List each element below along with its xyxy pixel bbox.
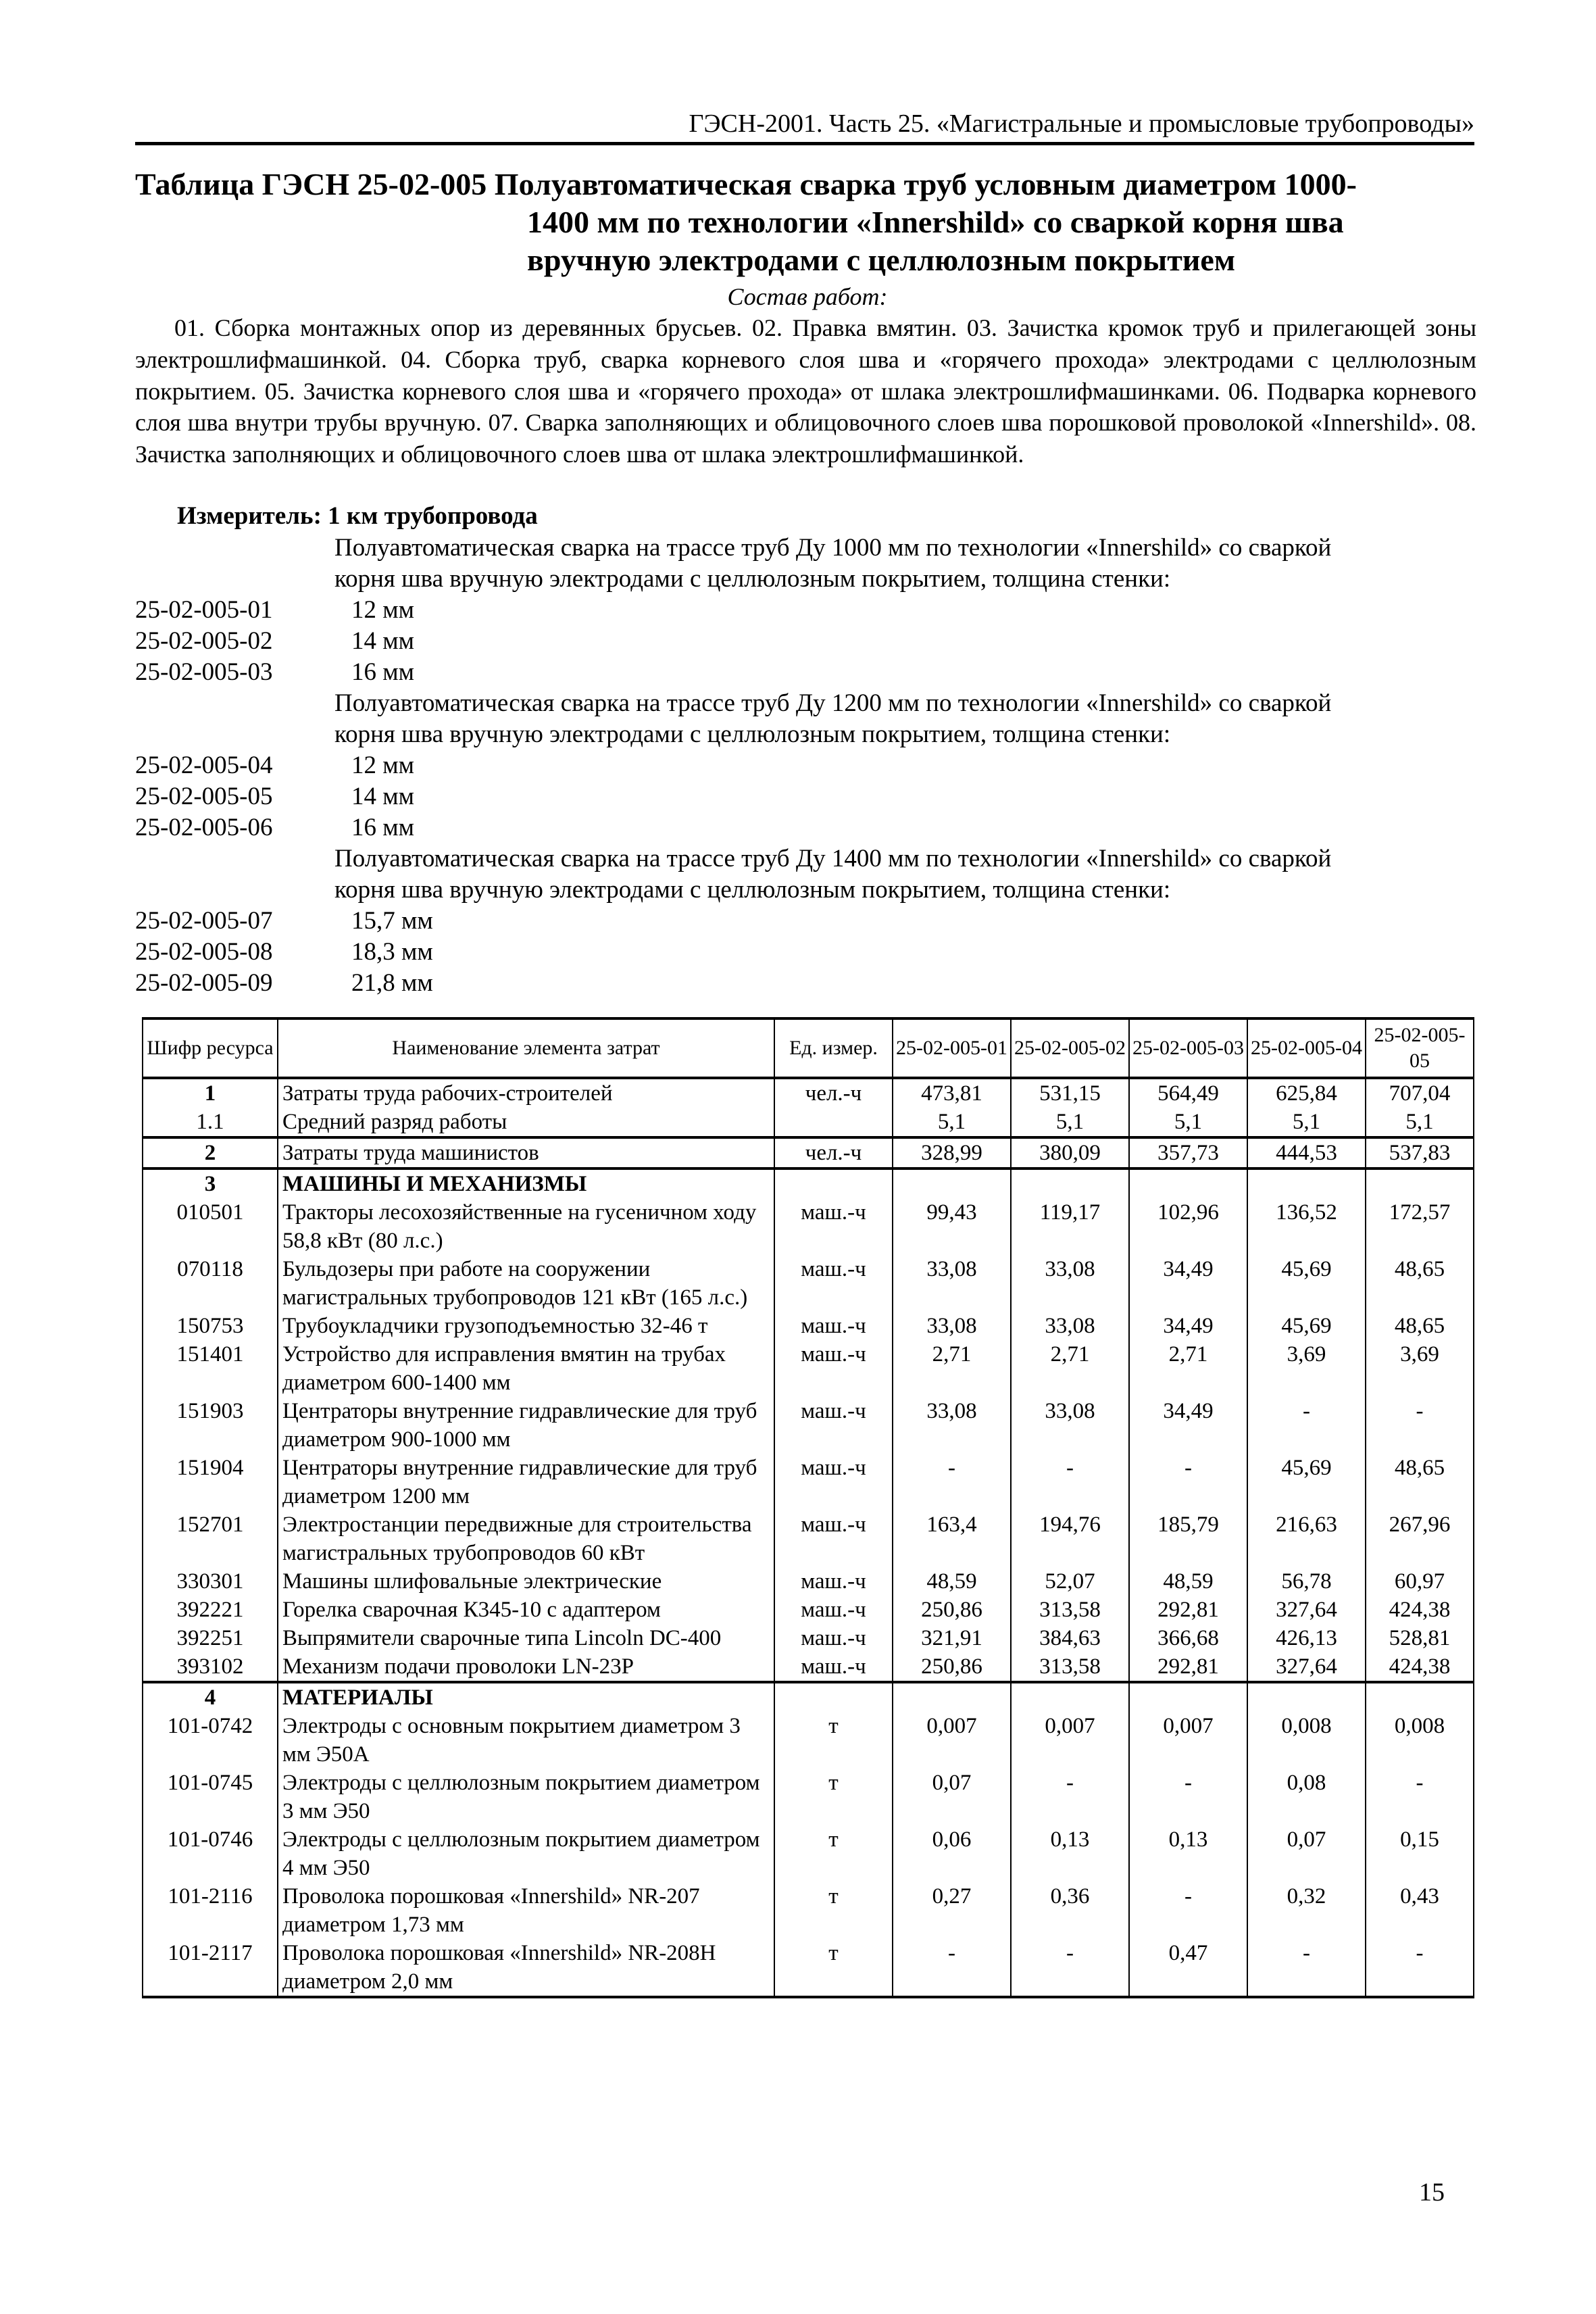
section-title-row xyxy=(143,1168,1474,1198)
cost-item-name: Горелка сварочная К345-10 с адаптером xyxy=(278,1596,774,1624)
value-col-1: 0,06 xyxy=(893,1825,1011,1882)
cost-item-name: Электроды с целлюлозным покрытием диаметром 3 мм Э50 xyxy=(278,1769,774,1825)
cost-item-name: МАШИНЫ И МЕХАНИЗМЫ xyxy=(278,1168,774,1198)
variant-list xyxy=(135,533,1480,999)
unit: маш.-ч xyxy=(774,1454,893,1510)
variant-value: 18,3 мм xyxy=(351,938,433,966)
value-col-4: 0,008 xyxy=(1247,1712,1366,1769)
value-col-4 xyxy=(1247,1682,1366,1712)
value-col-5: 0,15 xyxy=(1366,1825,1474,1882)
value-col-4: 327,64 xyxy=(1247,1652,1366,1682)
unit: маш.-ч xyxy=(774,1397,893,1454)
variant-item xyxy=(135,812,1480,843)
value-col-1: 163,4 xyxy=(893,1510,1011,1567)
table-row xyxy=(143,1397,1474,1454)
value-col-3: - xyxy=(1129,1882,1247,1939)
value-col-5: 528,81 xyxy=(1366,1624,1474,1652)
table-row xyxy=(143,1078,1474,1108)
unit xyxy=(774,1108,893,1137)
value-col-3: 185,79 xyxy=(1129,1510,1247,1567)
value-col-4 xyxy=(1247,1168,1366,1198)
resource-code: 392221 xyxy=(143,1596,278,1624)
header-col-2: 25-02-005-02 xyxy=(1011,1018,1129,1078)
variant-code: 25-02-005-05 xyxy=(135,783,273,810)
value-col-4: 444,53 xyxy=(1247,1137,1366,1168)
cost-item-name: Затраты труда рабочих-строителей xyxy=(278,1078,774,1108)
value-col-3: 5,1 xyxy=(1129,1108,1247,1137)
value-col-2: 5,1 xyxy=(1011,1108,1129,1137)
value-col-1: - xyxy=(893,1939,1011,1997)
value-col-2: 380,09 xyxy=(1011,1137,1129,1168)
value-col-5: 172,57 xyxy=(1366,1198,1474,1255)
value-col-4: 5,1 xyxy=(1247,1108,1366,1137)
variant-value: 15,7 мм xyxy=(351,907,433,935)
value-col-5: - xyxy=(1366,1769,1474,1825)
value-col-5: 60,97 xyxy=(1366,1567,1474,1596)
value-col-5: 48,65 xyxy=(1366,1312,1474,1340)
value-col-1: 5,1 xyxy=(893,1108,1011,1137)
value-col-3: 0,13 xyxy=(1129,1825,1247,1882)
value-col-3: 292,81 xyxy=(1129,1596,1247,1624)
value-col-4: - xyxy=(1247,1939,1366,1997)
resource-code: 101-0742 xyxy=(143,1712,278,1769)
table-row xyxy=(143,1198,1474,1255)
unit xyxy=(774,1168,893,1198)
value-col-5: - xyxy=(1366,1397,1474,1454)
cost-item-name: Затраты труда машинистов xyxy=(278,1137,774,1168)
variant-code: 25-02-005-06 xyxy=(135,814,273,841)
resource-code: 3 xyxy=(143,1168,278,1198)
table-row xyxy=(143,1939,1474,1997)
value-col-4: 0,08 xyxy=(1247,1769,1366,1825)
value-col-1: 2,71 xyxy=(893,1340,1011,1397)
cost-item-name: Центраторы внутренние гидравлические для труб диаметром 900-1000 мм xyxy=(278,1397,774,1454)
unit: т xyxy=(774,1769,893,1825)
value-col-1: 328,99 xyxy=(893,1137,1011,1168)
value-col-3: 292,81 xyxy=(1129,1652,1247,1682)
table-row xyxy=(143,1825,1474,1882)
value-col-1: - xyxy=(893,1454,1011,1510)
value-col-1: 250,86 xyxy=(893,1596,1011,1624)
cost-item-name: Машины шлифовальные электрические xyxy=(278,1567,774,1596)
table-row xyxy=(143,1652,1474,1682)
value-col-2: - xyxy=(1011,1454,1129,1510)
table-row xyxy=(143,1312,1474,1340)
resource-code: 393102 xyxy=(143,1652,278,1682)
value-col-5: 267,96 xyxy=(1366,1510,1474,1567)
variant-item xyxy=(135,781,1480,812)
variant-group xyxy=(135,843,1480,999)
value-col-3: - xyxy=(1129,1454,1247,1510)
unit: маш.-ч xyxy=(774,1567,893,1596)
unit: маш.-ч xyxy=(774,1624,893,1652)
unit: маш.-ч xyxy=(774,1596,893,1624)
table-row xyxy=(143,1624,1474,1652)
cost-item-name: Электроды с основным покрытием диаметром 3 мм Э50А xyxy=(278,1712,774,1769)
variant-value: 14 мм xyxy=(351,627,415,655)
variant-group xyxy=(135,688,1480,843)
value-col-5: 0,43 xyxy=(1366,1882,1474,1939)
table-row xyxy=(143,1769,1474,1825)
value-col-4: 426,13 xyxy=(1247,1624,1366,1652)
resource-code: 101-2117 xyxy=(143,1939,278,1997)
resource-code: 151401 xyxy=(143,1340,278,1397)
value-col-4: 0,32 xyxy=(1247,1882,1366,1939)
value-col-5: 3,69 xyxy=(1366,1340,1474,1397)
value-col-2 xyxy=(1011,1682,1129,1712)
variant-item xyxy=(135,626,1480,657)
resource-code: 330301 xyxy=(143,1567,278,1596)
cost-item-name: МАТЕРИАЛЫ xyxy=(278,1682,774,1712)
variant-code: 25-02-005-04 xyxy=(135,752,273,779)
resource-code: 4 xyxy=(143,1682,278,1712)
value-col-2: 52,07 xyxy=(1011,1567,1129,1596)
running-header: ГЭСН-2001. Часть 25. «Магистральные и промысловые трубопроводы» xyxy=(689,109,1474,138)
header-col-5: 25-02-005-05 xyxy=(1366,1018,1474,1078)
resource-code: 150753 xyxy=(143,1312,278,1340)
value-col-1 xyxy=(893,1168,1011,1198)
unit xyxy=(774,1682,893,1712)
value-col-2: 0,13 xyxy=(1011,1825,1129,1882)
variant-value: 16 мм xyxy=(351,658,415,686)
value-col-5: 0,008 xyxy=(1366,1712,1474,1769)
value-col-4: 45,69 xyxy=(1247,1312,1366,1340)
table-row xyxy=(143,1137,1474,1168)
value-col-3: 34,49 xyxy=(1129,1397,1247,1454)
table-row xyxy=(143,1255,1474,1312)
unit: т xyxy=(774,1882,893,1939)
value-col-1: 473,81 xyxy=(893,1078,1011,1108)
value-col-2: - xyxy=(1011,1939,1129,1997)
variant-item xyxy=(135,657,1480,688)
resource-code: 101-0746 xyxy=(143,1825,278,1882)
value-col-2: 531,15 xyxy=(1011,1078,1129,1108)
value-col-4: 327,64 xyxy=(1247,1596,1366,1624)
variant-value: 14 мм xyxy=(351,783,415,810)
value-col-5 xyxy=(1366,1682,1474,1712)
table-row xyxy=(143,1882,1474,1939)
cost-item-name: Выпрямители сварочные типа Lincoln DC-400 xyxy=(278,1624,774,1652)
value-col-1: 99,43 xyxy=(893,1198,1011,1255)
unit: чел.-ч xyxy=(774,1078,893,1108)
table-row xyxy=(143,1567,1474,1596)
value-col-3: 2,71 xyxy=(1129,1340,1247,1397)
value-col-4: 45,69 xyxy=(1247,1454,1366,1510)
variant-value: 21,8 мм xyxy=(351,969,433,997)
value-col-1: 48,59 xyxy=(893,1567,1011,1596)
value-col-1: 0,007 xyxy=(893,1712,1011,1769)
value-col-4: 56,78 xyxy=(1247,1567,1366,1596)
table-row xyxy=(143,1454,1474,1510)
value-col-3: 564,49 xyxy=(1129,1078,1247,1108)
table-row xyxy=(143,1340,1474,1397)
value-col-5: 707,04 xyxy=(1366,1078,1474,1108)
value-col-3: 34,49 xyxy=(1129,1312,1247,1340)
resource-code: 010501 xyxy=(143,1198,278,1255)
value-col-4: 625,84 xyxy=(1247,1078,1366,1108)
value-col-2: 33,08 xyxy=(1011,1397,1129,1454)
table-row xyxy=(143,1596,1474,1624)
table-row xyxy=(143,1712,1474,1769)
header-rule xyxy=(135,142,1474,145)
value-col-5 xyxy=(1366,1168,1474,1198)
value-col-1: 0,07 xyxy=(893,1769,1011,1825)
title-line-3: вручную электродами с целлюлозным покрытием xyxy=(527,243,1236,277)
value-col-1: 250,86 xyxy=(893,1652,1011,1682)
value-col-1: 33,08 xyxy=(893,1312,1011,1340)
unit: т xyxy=(774,1712,893,1769)
section-title-row xyxy=(143,1682,1474,1712)
variant-code: 25-02-005-02 xyxy=(135,627,273,655)
unit: маш.-ч xyxy=(774,1340,893,1397)
value-col-2: - xyxy=(1011,1769,1129,1825)
unit: маш.-ч xyxy=(774,1312,893,1340)
value-col-1 xyxy=(893,1682,1011,1712)
value-col-4: 3,69 xyxy=(1247,1340,1366,1397)
header-col-4: 25-02-005-04 xyxy=(1247,1018,1366,1078)
value-col-5: - xyxy=(1366,1939,1474,1997)
variant-code: 25-02-005-01 xyxy=(135,596,273,624)
resource-code: 2 xyxy=(143,1137,278,1168)
variant-group-description: Полуавтоматическая сварка на трассе труб Ду 1200 мм по технологии «Innershild» со сваркой корня шва вручную электродами с целлюлозным покрытием, толщина стенки: xyxy=(334,689,1332,748)
variant-code: 25-02-005-03 xyxy=(135,658,273,686)
value-col-3 xyxy=(1129,1168,1247,1198)
variant-item xyxy=(135,595,1480,626)
value-col-1: 0,27 xyxy=(893,1882,1011,1939)
resource-code: 101-0745 xyxy=(143,1769,278,1825)
table-row xyxy=(143,1510,1474,1567)
variant-value: 12 мм xyxy=(351,596,415,624)
cost-item-name: Проволока порошковая «Innershild» NR-207 диаметром 1,73 мм xyxy=(278,1882,774,1939)
unit: маш.-ч xyxy=(774,1198,893,1255)
cost-item-name: Электроды с целлюлозным покрытием диаметром 4 мм Э50 xyxy=(278,1825,774,1882)
page-number: 15 xyxy=(1419,2178,1445,2207)
value-col-2: 384,63 xyxy=(1011,1624,1129,1652)
cost-table xyxy=(142,1017,1474,1998)
value-col-2: 0,36 xyxy=(1011,1882,1129,1939)
value-col-3: - xyxy=(1129,1769,1247,1825)
value-col-3: 357,73 xyxy=(1129,1137,1247,1168)
cost-item-name: Бульдозеры при работе на сооружении магистральных трубопроводов 121 кВт (165 л.с.) xyxy=(278,1255,774,1312)
variant-item xyxy=(135,750,1480,781)
value-col-2: 0,007 xyxy=(1011,1712,1129,1769)
table-title xyxy=(135,166,1480,279)
cost-item-name: Проволока порошковая «Innershild» NR-208H диаметром 2,0 мм xyxy=(278,1939,774,1997)
variant-item xyxy=(135,937,1480,968)
value-col-2: 313,58 xyxy=(1011,1652,1129,1682)
value-col-5: 48,65 xyxy=(1366,1255,1474,1312)
resource-code: 1 xyxy=(143,1078,278,1108)
variant-group xyxy=(135,533,1480,688)
value-col-5: 48,65 xyxy=(1366,1454,1474,1510)
value-col-5: 424,38 xyxy=(1366,1596,1474,1624)
value-col-2: 33,08 xyxy=(1011,1312,1129,1340)
resource-code: 070118 xyxy=(143,1255,278,1312)
composition-label: Состав работ: xyxy=(727,283,888,310)
header-col-1: 25-02-005-01 xyxy=(893,1018,1011,1078)
resource-code: 151904 xyxy=(143,1454,278,1510)
variant-group-description: Полуавтоматическая сварка на трассе труб Ду 1000 мм по технологии «Innershild» со сваркой корня шва вручную электродами с целлюлозным покрытием, толщина стенки: xyxy=(334,534,1332,593)
value-col-1: 33,08 xyxy=(893,1397,1011,1454)
resource-code: 101-2116 xyxy=(143,1882,278,1939)
unit: маш.-ч xyxy=(774,1510,893,1567)
value-col-5: 537,83 xyxy=(1366,1137,1474,1168)
cost-item-name: Электростанции передвижные для строительства магистральных трубопроводов 60 кВт xyxy=(278,1510,774,1567)
value-col-3: 0,47 xyxy=(1129,1939,1247,1997)
variant-value: 16 мм xyxy=(351,814,415,841)
title-line-1: Таблица ГЭСН 25-02-005 Полуавтоматическая сварка труб условным диаметром 1000- xyxy=(135,167,1357,201)
variant-group-description: Полуавтоматическая сварка на трассе труб Ду 1400 мм по технологии «Innershild» со сваркой корня шва вручную электродами с целлюлозным покрытием, толщина стенки: xyxy=(334,845,1332,904)
value-col-3 xyxy=(1129,1682,1247,1712)
table-body xyxy=(143,1078,1474,1997)
header-unit: Ед. измер. xyxy=(774,1018,893,1078)
variant-code: 25-02-005-08 xyxy=(135,938,273,966)
value-col-2: 313,58 xyxy=(1011,1596,1129,1624)
value-col-4: 45,69 xyxy=(1247,1255,1366,1312)
value-col-2: 194,76 xyxy=(1011,1510,1129,1567)
unit: т xyxy=(774,1939,893,1997)
value-col-3: 366,68 xyxy=(1129,1624,1247,1652)
measure-unit: Измеритель: 1 км трубопровода xyxy=(177,502,538,530)
value-col-2: 2,71 xyxy=(1011,1340,1129,1397)
value-col-2: 33,08 xyxy=(1011,1255,1129,1312)
value-col-1: 33,08 xyxy=(893,1255,1011,1312)
unit: чел.-ч xyxy=(774,1137,893,1168)
value-col-3: 48,59 xyxy=(1129,1567,1247,1596)
value-col-2 xyxy=(1011,1168,1129,1198)
value-col-4: - xyxy=(1247,1397,1366,1454)
resource-code: 392251 xyxy=(143,1624,278,1652)
variant-code: 25-02-005-07 xyxy=(135,907,273,935)
header-col-3: 25-02-005-03 xyxy=(1129,1018,1247,1078)
unit: т xyxy=(774,1825,893,1882)
unit: маш.-ч xyxy=(774,1255,893,1312)
composition-text: 01. Сборка монтажных опор из деревянных брусьев. 02. Правка вмятин. 03. Зачистка кромок труб и прилегающей зоны электрошлифмашинкой. 04. Сборка труб, сварка корневого слоя шва и «горячего прохода» электродами с целлюлозным покрытием. 05. Зачистка корневого слоя шва и «горячего прохода» от шлака электрошлифмашинками. 06. Подварка корневого слоя шва внутри трубы вручную. 07. Сварка заполняющих и облицовочного слоев шва порошковой проволокой «Innershild». 08. Зачистка заполняющих и облицовочного слоев шва от шлака электрошлифмашинкой. xyxy=(135,314,1476,468)
value-col-4: 0,07 xyxy=(1247,1825,1366,1882)
variant-value: 12 мм xyxy=(351,752,415,779)
table-row xyxy=(143,1108,1474,1137)
title-line-2: 1400 мм по технологии «Innershild» со сваркой корня шва xyxy=(527,205,1344,239)
value-col-5: 424,38 xyxy=(1366,1652,1474,1682)
value-col-4: 136,52 xyxy=(1247,1198,1366,1255)
value-col-4: 216,63 xyxy=(1247,1510,1366,1567)
value-col-3: 102,96 xyxy=(1129,1198,1247,1255)
variant-item xyxy=(135,968,1480,999)
cost-item-name: Трубоукладчики грузоподъемностью 32-46 т xyxy=(278,1312,774,1340)
variant-code: 25-02-005-09 xyxy=(135,969,273,997)
header-name: Наименование элемента затрат xyxy=(278,1018,774,1078)
cost-item-name: Средний разряд работы xyxy=(278,1108,774,1137)
cost-item-name: Механизм подачи проволоки LN-23P xyxy=(278,1652,774,1682)
resource-code: 151903 xyxy=(143,1397,278,1454)
unit: маш.-ч xyxy=(774,1652,893,1682)
cost-item-name: Центраторы внутренние гидравлические для труб диаметром 1200 мм xyxy=(278,1454,774,1510)
header-code: Шифр ресурса xyxy=(143,1018,278,1078)
variant-item xyxy=(135,906,1480,937)
value-col-2: 119,17 xyxy=(1011,1198,1129,1255)
cost-item-name: Устройство для исправления вмятин на трубах диаметром 600-1400 мм xyxy=(278,1340,774,1397)
resource-code: 1.1 xyxy=(143,1108,278,1137)
cost-item-name: Тракторы лесохозяйственные на гусеничном ходу 58,8 кВт (80 л.с.) xyxy=(278,1198,774,1255)
value-col-3: 34,49 xyxy=(1129,1255,1247,1312)
value-col-1: 321,91 xyxy=(893,1624,1011,1652)
resource-code: 152701 xyxy=(143,1510,278,1567)
table-header-row xyxy=(143,1018,1474,1078)
value-col-3: 0,007 xyxy=(1129,1712,1247,1769)
value-col-5: 5,1 xyxy=(1366,1108,1474,1137)
